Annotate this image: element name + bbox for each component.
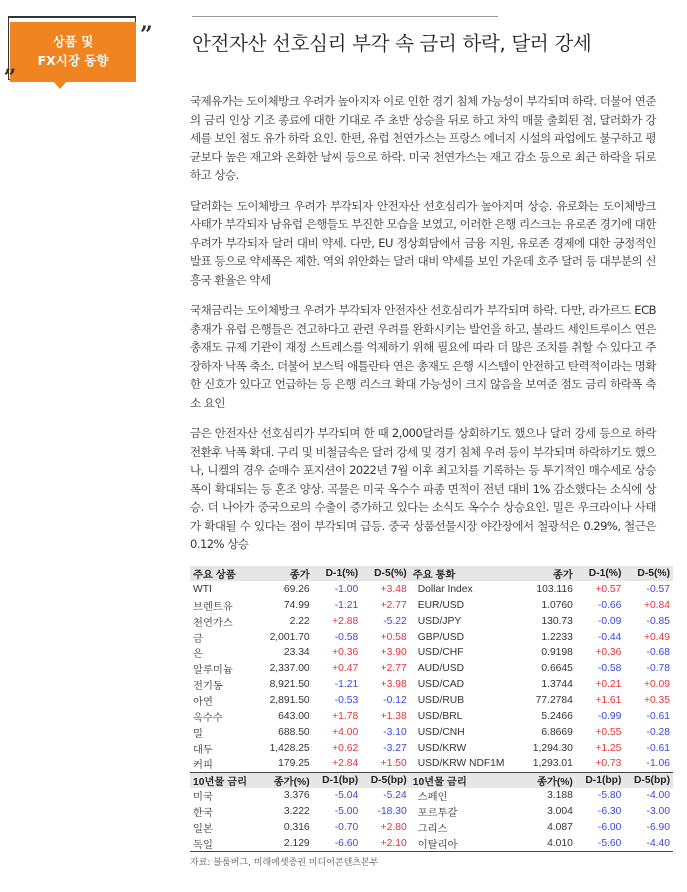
cell-value: 0.6645 <box>541 663 573 675</box>
table-row <box>190 645 673 661</box>
header-row <box>190 772 673 788</box>
row-label: USD/KRW NDF1M <box>410 756 523 772</box>
column-header: 종가 <box>523 566 576 582</box>
cell-value: -5.04 <box>334 790 359 802</box>
cell-value: -6.60 <box>313 836 362 852</box>
cell-value: -4.00 <box>646 790 670 802</box>
cell-value: +0.47 <box>332 663 359 675</box>
column-header: D-1(bp) <box>313 772 362 788</box>
cell-value: 0.316 <box>283 822 310 834</box>
cell-value: +0.09 <box>643 679 670 691</box>
table-row <box>190 661 673 677</box>
cell-value: -5.80 <box>597 790 622 802</box>
cell-value: 3.004 <box>547 806 573 818</box>
table-row <box>190 693 673 709</box>
column-header: 10년물 금리 <box>410 772 523 788</box>
cell-value: 4.010 <box>523 836 576 852</box>
row-label: 브렌트유 <box>193 601 233 613</box>
cell-value: 3.376 <box>283 790 310 802</box>
row-label: 밀 <box>193 728 203 740</box>
cell-value: -0.66 <box>597 599 622 611</box>
cell-value: 2.22 <box>289 615 310 627</box>
cell-value: 4.087 <box>547 822 573 834</box>
source-note: 자료: 블룸버그, 미래에셋증권 미디어콘텐츠본부 <box>190 858 379 869</box>
cell-value: 103.116 <box>536 583 573 595</box>
cell-value: -5.22 <box>383 615 407 627</box>
cell-value: +3.90 <box>380 647 407 659</box>
cell-value: +2.77 <box>380 599 407 611</box>
close-quote-icon: ” <box>140 22 153 48</box>
row-label: 스페인 <box>417 792 448 804</box>
cell-value: -3.00 <box>646 806 670 818</box>
cell-value: -6.90 <box>646 822 670 834</box>
row-label: 아연 <box>193 697 213 709</box>
cell-value: +1.38 <box>380 710 407 722</box>
cell-value: +0.58 <box>380 631 407 643</box>
cell-value: -0.57 <box>646 583 670 595</box>
cell-value: -0.61 <box>646 710 670 722</box>
cell-value: 2,001.70 <box>269 631 310 643</box>
cell-value: +0.55 <box>595 726 622 738</box>
cell-value: 74.99 <box>283 599 310 611</box>
paragraph-dollar: 달러화는 도이체방크 우려가 부각되자 안전자산 선호심리가 높아지며 상승. 유로화는 도이체방크 사태가 부각되자 남유럽 은행들도 부진한 모습을 보였고, 이러한 은행 리스크는 유로존 경기에 대한 우려가 부각되자 달러 대비 약세. 다만, EU 정상회담에서 금융 지원, 유로존 경제에 대한 긍정적인 발표 등으로 약세폭은 제한. 역외 위안화는 달러 대비 약세를 보인 가운데 호주 달러 등 대부분의 신흥국 환율은 약세 <box>190 198 656 287</box>
cell-value: -0.58 <box>334 631 359 643</box>
row-label: EUR/USD <box>417 599 465 611</box>
cell-value: -0.44 <box>597 631 622 643</box>
column-header: D-5(bp) <box>361 772 410 788</box>
table-row <box>190 613 673 629</box>
cell-value: 6.8669 <box>541 726 573 738</box>
cell-value: -0.70 <box>334 822 359 834</box>
cell-value: -1.06 <box>624 756 673 772</box>
cell-value: +4.00 <box>332 726 359 738</box>
row-label: 대두 <box>193 744 213 756</box>
table-row <box>190 740 673 756</box>
row-label: 알루미늄 <box>193 665 233 677</box>
cell-value: +0.57 <box>595 583 622 595</box>
cell-value: 3.188 <box>547 790 573 802</box>
column-header: 종가(%) <box>259 772 312 788</box>
column-header: D-1(%) <box>313 566 362 582</box>
cell-value: +0.21 <box>595 679 622 691</box>
row-label: USD/JPY <box>417 615 462 627</box>
cell-value: 1,294.30 <box>532 742 573 754</box>
row-label: USD/BRL <box>417 710 463 722</box>
cell-value: +1.50 <box>361 756 410 772</box>
cell-value: -5.60 <box>576 836 625 852</box>
open-quote-icon: „ <box>4 52 17 78</box>
badge-line2: FX시장 동향 <box>37 53 109 68</box>
cell-value: 8,921.50 <box>269 679 310 691</box>
table-row <box>190 597 673 613</box>
paragraph-oil: 국제유가는 도이체방크 우려가 높아지자 이로 인한 경기 침체 가능성이 부각되며 하락. 더불어 연준의 금리 인상 기조 종료에 대한 기대로 주 초반 상승을 뒤로 하고 차익 매물 출회된 점, 달러화가 강세를 보인 점도 유가 하락 요인. 한편, 유럽 천연가스는 프랑스 에너지 시설의 파업에도 불구하고 평균보다 높은 재고와 온화한 날씨 등으로 하락. 미국 천연가스는 재고 감소 등으로 최근 하락을 뒤로하고 상승. <box>190 94 656 182</box>
badge-line1: 상품 및 <box>52 34 94 49</box>
cell-value: 643.00 <box>278 710 310 722</box>
content-flow <box>190 92 673 868</box>
cell-value: +0.35 <box>643 695 670 707</box>
cell-value: 69.26 <box>283 583 310 595</box>
table-row <box>190 677 673 693</box>
cell-value: -0.78 <box>646 663 670 675</box>
row-label: 일본 <box>193 824 213 836</box>
row-label: 은 <box>193 649 203 661</box>
row-label: USD/RUB <box>417 695 465 707</box>
section-badge <box>10 22 136 82</box>
table-row <box>190 836 673 852</box>
column-header: D-5(%) <box>361 566 410 582</box>
cell-value: -1.21 <box>334 599 359 611</box>
row-label: 천연가스 <box>193 617 233 629</box>
table-row <box>190 820 673 836</box>
cell-value: 2.129 <box>259 836 312 852</box>
row-label: AUD/USD <box>417 663 465 675</box>
cell-value: 1.0760 <box>541 599 573 611</box>
cell-value: -18.30 <box>377 806 407 818</box>
row-label: 커피 <box>190 756 259 772</box>
row-label: Dollar Index <box>417 583 473 595</box>
cell-value: +3.98 <box>380 679 407 691</box>
table-row <box>190 724 673 740</box>
page-title: 안전자산 선호심리 부각 속 금리 하락, 달러 강세 <box>192 32 592 55</box>
column-header: 종가 <box>259 566 312 582</box>
cell-value: 1.3744 <box>541 679 573 691</box>
cell-value: -0.85 <box>646 615 670 627</box>
cell-value: +1.25 <box>595 742 622 754</box>
cell-value: -1.00 <box>334 583 359 595</box>
badge-tail <box>52 80 68 89</box>
market-table <box>190 566 673 853</box>
row-label: 독일 <box>190 836 259 852</box>
cell-value: +2.77 <box>380 663 407 675</box>
table-row <box>190 709 673 725</box>
cell-value: -0.12 <box>383 695 407 707</box>
column-header: 주요 통화 <box>410 566 523 582</box>
cell-value: 179.25 <box>259 756 312 772</box>
column-header: 주요 상품 <box>190 566 259 582</box>
cell-value: 77.2784 <box>535 695 573 707</box>
cell-value: +0.49 <box>643 631 670 643</box>
cell-value: 688.50 <box>278 726 310 738</box>
table-row <box>190 581 673 597</box>
cell-value: 3.222 <box>283 806 310 818</box>
cell-value: 2,891.50 <box>269 695 310 707</box>
cell-value: 2,337.00 <box>269 663 310 675</box>
cell-value: 130.73 <box>541 615 573 627</box>
row-label: 그리스 <box>417 824 448 836</box>
cell-value: 0.9198 <box>541 647 573 659</box>
table-row <box>190 804 673 820</box>
column-header: D-1(%) <box>576 566 625 582</box>
cell-value: +3.48 <box>380 583 407 595</box>
row-label: USD/CAD <box>417 679 465 691</box>
cell-value: -6.30 <box>597 806 622 818</box>
cell-value: -0.99 <box>597 710 622 722</box>
table-row <box>190 756 673 772</box>
cell-value: -3.27 <box>383 742 407 754</box>
row-label: USD/KRW <box>417 742 467 754</box>
cell-value: -3.10 <box>383 726 407 738</box>
paragraph-rates: 국채금리는 도이체방크 우려가 부각되자 안전자산 선호심리가 부각되며 하락. 다만, 라가르드 ECB 총재가 유럽 은행들은 견고하다고 관련 우려를 완화시키는 발언을 하고, 불라드 세인트루이스 연은 총재도 규제 기관이 재정 스트레스를 억제하기 위해 필요에 따라 더 많은 조치를 취할 수 있다고 주장하자 낙폭 축소. 더불어 보스틱 애틀란타 연은 총재도 은행 시스템이 안전하고 탄력적이라는 명확한 신호가 있다고 언급하는 등 은행 리스크 확대 가능성이 크지 않음을 보여준 점도 금리 하락폭 축소 요인 <box>190 303 656 410</box>
row-label: WTI <box>193 583 212 595</box>
cell-value: +1.78 <box>332 710 359 722</box>
cell-value: -6.00 <box>597 822 622 834</box>
cell-value: +0.36 <box>595 647 622 659</box>
cell-value: +2.84 <box>313 756 362 772</box>
cell-value: +0.62 <box>332 742 359 754</box>
cell-value: -0.61 <box>646 742 670 754</box>
row-label: GBP/USD <box>417 631 465 643</box>
cell-value: 23.34 <box>283 647 310 659</box>
row-label: 미국 <box>193 792 213 804</box>
cell-value: -0.58 <box>597 663 622 675</box>
row-label: 이탈리아 <box>410 836 523 852</box>
cell-value: +2.80 <box>380 822 407 834</box>
table-row <box>190 629 673 645</box>
cell-value: -0.53 <box>334 695 359 707</box>
cell-value: 1,428.25 <box>269 742 310 754</box>
cell-value: -5.00 <box>334 806 359 818</box>
article-body <box>190 92 656 554</box>
cell-value: 1,293.01 <box>523 756 576 772</box>
row-label: USD/CNH <box>417 726 465 738</box>
column-header: D-5(bp) <box>624 772 673 788</box>
cell-value: +0.73 <box>576 756 625 772</box>
column-header: 종가(%) <box>523 772 576 788</box>
cell-value: +0.84 <box>643 599 670 611</box>
row-label: USD/CHF <box>417 647 464 659</box>
cell-value: +1.61 <box>595 695 622 707</box>
row-label: 포르투갈 <box>417 808 458 820</box>
cell-value: +2.10 <box>361 836 410 852</box>
column-header: D-1(bp) <box>576 772 625 788</box>
row-label: 전기동 <box>193 681 223 693</box>
cell-value: -0.28 <box>646 726 670 738</box>
cell-value: +2.88 <box>332 615 359 627</box>
cell-value: -0.68 <box>646 647 670 659</box>
row-label: 옥수수 <box>193 712 223 724</box>
table-row <box>190 788 673 804</box>
cell-value: -4.40 <box>624 836 673 852</box>
row-label: 금 <box>193 633 203 645</box>
cell-value: -5.24 <box>383 790 407 802</box>
title-rule <box>192 16 498 17</box>
column-header: 10년물 금리 <box>190 772 259 788</box>
row-label: 한국 <box>193 808 213 820</box>
paragraph-commodities: 금은 안전자산 선호심리가 부각되며 한 때 2,000달러를 상회하기도 했으나 달러 강세 등으로 하락 전환후 낙폭 확대. 구리 및 비철금속은 달러 강세 및 경기 침체 우려 등이 부각되며 하락하기도 했으나, 니켈의 경우 순매수 포지션이 2022년 7월 이후 최고치를 기록하는 등 투기적인 매수세로 상승폭이 확대되는 등 혼조 양상. 곡물은 미국 옥수수 파종 면적이 전년 대비 1% 감소했다는 소식에 상승. 더 나아가 중국으로의 수출이 증가하고 있다는 소식도 옥수수 상승요인. 밀은 우크라이나 사태가 확대될 수 있다는 점이 부각되며 급등. 중국 상품선물시장 야간장에서 철광석은 0.29%, 철근은 0.12% 상승 <box>190 426 656 551</box>
cell-value: -1.21 <box>334 679 359 691</box>
cell-value: 1.2233 <box>541 631 573 643</box>
cell-value: -0.09 <box>597 615 622 627</box>
cell-value: +0.36 <box>332 647 359 659</box>
header-row <box>190 566 673 582</box>
cell-value: 5.2466 <box>541 710 573 722</box>
column-header: D-5(%) <box>624 566 673 582</box>
